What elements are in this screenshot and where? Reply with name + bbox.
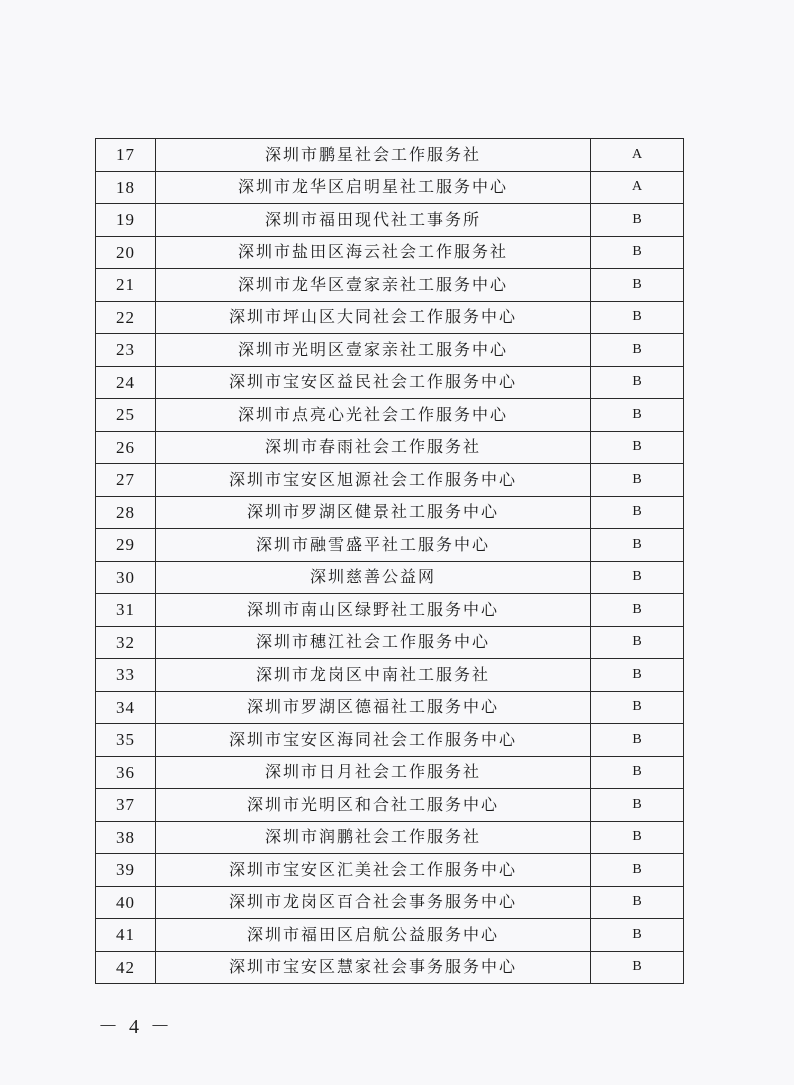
- table-row: [96, 204, 684, 237]
- table-row: [96, 236, 684, 269]
- organization-name-cell: 深圳市光明区壹家亲社工服务中心: [156, 334, 591, 367]
- table-row: [96, 171, 684, 204]
- table-row: [96, 139, 684, 172]
- rating-grade-cell: B: [591, 951, 684, 984]
- rating-grade-cell: B: [591, 919, 684, 952]
- table-row: [96, 301, 684, 334]
- row-number-cell: 41: [96, 919, 156, 952]
- row-number-cell: 21: [96, 269, 156, 302]
- table-row: [96, 269, 684, 302]
- table-row: [96, 334, 684, 367]
- row-number-cell: 32: [96, 626, 156, 659]
- rating-grade-cell: B: [591, 334, 684, 367]
- row-number-cell: 34: [96, 691, 156, 724]
- table-row: [96, 529, 684, 562]
- rating-grade-cell: B: [591, 594, 684, 627]
- row-number-cell: 30: [96, 561, 156, 594]
- row-number-cell: 26: [96, 431, 156, 464]
- row-number-cell: 25: [96, 399, 156, 432]
- rating-grade-cell: B: [591, 464, 684, 497]
- organization-name-cell: 深圳市盐田区海云社会工作服务社: [156, 236, 591, 269]
- rating-grade-cell: B: [591, 236, 684, 269]
- row-number-cell: 42: [96, 951, 156, 984]
- organization-name-cell: 深圳市鹏星社会工作服务社: [156, 139, 591, 172]
- rating-grade-cell: B: [591, 496, 684, 529]
- table-row: [96, 659, 684, 692]
- organization-name-cell: 深圳市宝安区益民社会工作服务中心: [156, 366, 591, 399]
- rating-grade-cell: B: [591, 269, 684, 302]
- row-number-cell: 19: [96, 204, 156, 237]
- table-row: [96, 886, 684, 919]
- rating-grade-cell: B: [591, 724, 684, 757]
- organization-name-cell: 深圳市宝安区汇美社会工作服务中心: [156, 854, 591, 887]
- table-row: [96, 399, 684, 432]
- rating-grade-cell: A: [591, 139, 684, 172]
- rating-grade-cell: B: [591, 204, 684, 237]
- row-number-cell: 39: [96, 854, 156, 887]
- table-row: [96, 626, 684, 659]
- row-number-cell: 18: [96, 171, 156, 204]
- rating-grade-cell: B: [591, 366, 684, 399]
- table-row: [96, 724, 684, 757]
- rating-grade-cell: B: [591, 561, 684, 594]
- table-body: [96, 139, 684, 984]
- table-row: [96, 496, 684, 529]
- rating-grade-cell: B: [591, 886, 684, 919]
- rating-grade-cell: B: [591, 529, 684, 562]
- organization-name-cell: 深圳市龙华区启明星社工服务中心: [156, 171, 591, 204]
- table-row: [96, 561, 684, 594]
- organization-name-cell: 深圳市穗江社会工作服务中心: [156, 626, 591, 659]
- table-row: [96, 431, 684, 464]
- row-number-cell: 17: [96, 139, 156, 172]
- organization-name-cell: 深圳市点亮心光社会工作服务中心: [156, 399, 591, 432]
- row-number-cell: 27: [96, 464, 156, 497]
- organization-name-cell: 深圳市龙华区壹家亲社工服务中心: [156, 269, 591, 302]
- table-row: [96, 594, 684, 627]
- rating-grade-cell: B: [591, 431, 684, 464]
- organization-name-cell: 深圳市润鹏社会工作服务社: [156, 821, 591, 854]
- organization-name-cell: 深圳市融雪盛平社工服务中心: [156, 529, 591, 562]
- row-number-cell: 22: [96, 301, 156, 334]
- rating-grade-cell: B: [591, 399, 684, 432]
- rating-grade-cell: A: [591, 171, 684, 204]
- rating-grade-cell: B: [591, 756, 684, 789]
- row-number-cell: 20: [96, 236, 156, 269]
- rating-grade-cell: B: [591, 691, 684, 724]
- row-number-cell: 23: [96, 334, 156, 367]
- table-row: [96, 366, 684, 399]
- row-number-cell: 24: [96, 366, 156, 399]
- organization-name-cell: 深圳市龙岗区百合社会事务服务中心: [156, 886, 591, 919]
- row-number-cell: 33: [96, 659, 156, 692]
- organization-name-cell: 深圳市宝安区海同社会工作服务中心: [156, 724, 591, 757]
- organization-rating-table: [95, 138, 684, 984]
- row-number-cell: 38: [96, 821, 156, 854]
- row-number-cell: 31: [96, 594, 156, 627]
- table-row: [96, 464, 684, 497]
- rating-grade-cell: B: [591, 301, 684, 334]
- rating-grade-cell: B: [591, 789, 684, 822]
- organization-name-cell: 深圳市罗湖区健景社工服务中心: [156, 496, 591, 529]
- organization-name-cell: 深圳市宝安区慧家社会事务服务中心: [156, 951, 591, 984]
- organization-name-cell: 深圳市日月社会工作服务社: [156, 756, 591, 789]
- rating-grade-cell: B: [591, 821, 684, 854]
- row-number-cell: 40: [96, 886, 156, 919]
- organization-name-cell: 深圳慈善公益网: [156, 561, 591, 594]
- table-row: [96, 691, 684, 724]
- page-number: － 4 －: [98, 1016, 173, 1038]
- row-number-cell: 28: [96, 496, 156, 529]
- organization-name-cell: 深圳市宝安区旭源社会工作服务中心: [156, 464, 591, 497]
- organization-name-cell: 深圳市春雨社会工作服务社: [156, 431, 591, 464]
- organization-name-cell: 深圳市福田现代社工事务所: [156, 204, 591, 237]
- row-number-cell: 29: [96, 529, 156, 562]
- rating-grade-cell: B: [591, 659, 684, 692]
- organization-name-cell: 深圳市福田区启航公益服务中心: [156, 919, 591, 952]
- table-row: [96, 821, 684, 854]
- table-row: [96, 789, 684, 822]
- organization-name-cell: 深圳市罗湖区德福社工服务中心: [156, 691, 591, 724]
- table-row: [96, 919, 684, 952]
- row-number-cell: 36: [96, 756, 156, 789]
- organization-name-cell: 深圳市坪山区大同社会工作服务中心: [156, 301, 591, 334]
- rating-grade-cell: B: [591, 854, 684, 887]
- row-number-cell: 37: [96, 789, 156, 822]
- organization-name-cell: 深圳市南山区绿野社工服务中心: [156, 594, 591, 627]
- organization-name-cell: 深圳市龙岗区中南社工服务社: [156, 659, 591, 692]
- table-row: [96, 951, 684, 984]
- table-row: [96, 854, 684, 887]
- row-number-cell: 35: [96, 724, 156, 757]
- organization-name-cell: 深圳市光明区和合社工服务中心: [156, 789, 591, 822]
- table-row: [96, 756, 684, 789]
- rating-grade-cell: B: [591, 626, 684, 659]
